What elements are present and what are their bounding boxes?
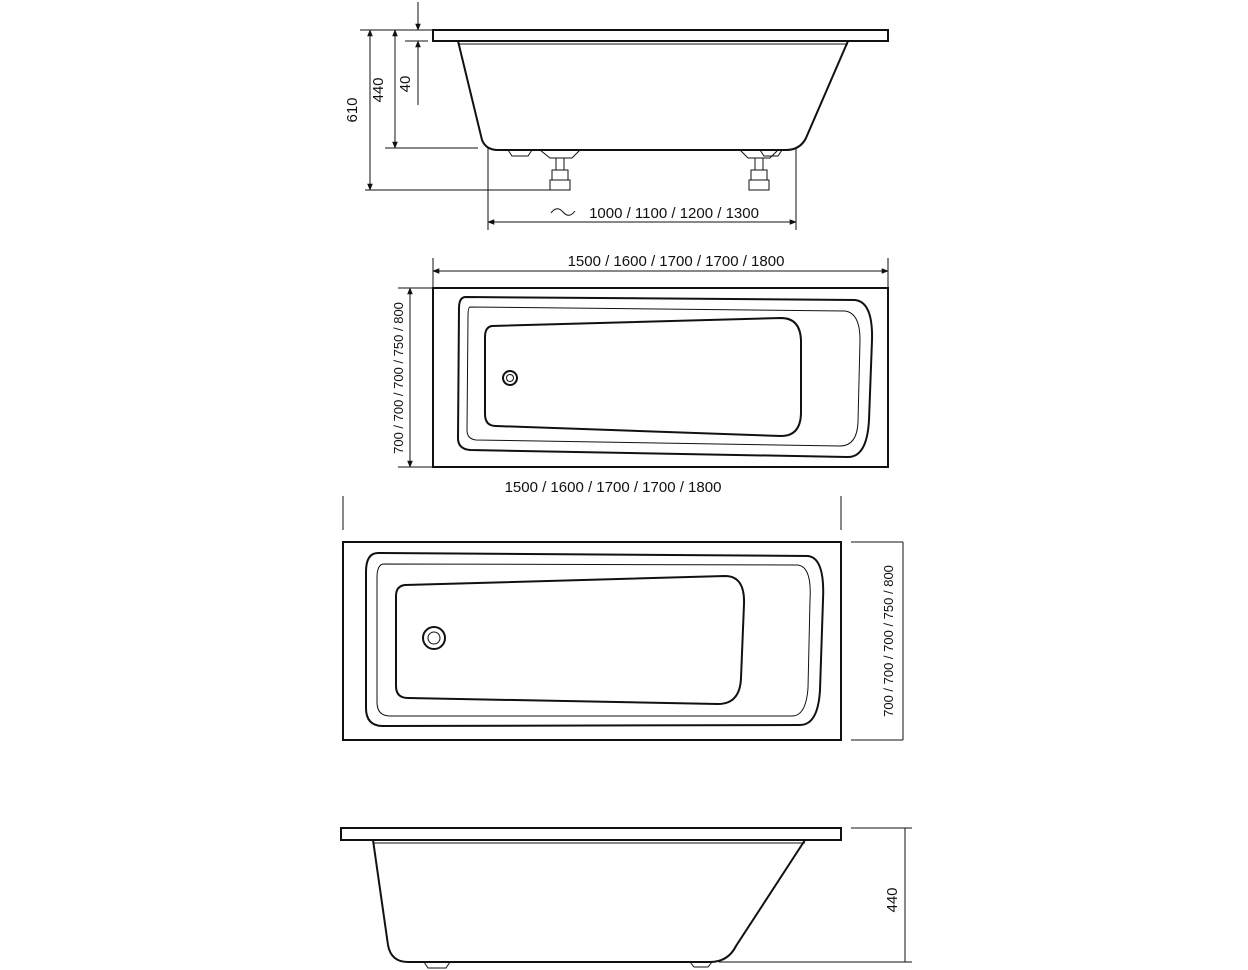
front-leg-right — [740, 150, 778, 190]
front-leg-left — [540, 150, 580, 190]
front-elevation-view — [344, 2, 888, 230]
top-view-1 — [391, 253, 888, 467]
dim-label-440-front: 440 — [370, 77, 387, 103]
dim-label-top1-length: 1500 / 1600 / 1700 / 1700 / 1800 — [567, 253, 785, 270]
dim-label-40: 40 — [397, 75, 414, 93]
top2-outer-rim — [343, 542, 841, 740]
top1-basin — [485, 318, 801, 436]
dim-label-top2-length: 1500 / 1600 / 1700 / 1700 / 1800 — [504, 479, 722, 496]
dim-label-top1-width: 700 / 700 / 700 / 750 / 800 — [391, 302, 406, 454]
side-elevation-view — [341, 828, 912, 968]
side-rim — [341, 828, 841, 840]
top2-basin — [396, 576, 744, 704]
side-tub-body — [373, 840, 805, 962]
front-rim — [433, 30, 888, 41]
top2-drain — [423, 627, 445, 649]
approx-symbol — [551, 209, 575, 216]
dim-label-side-height: 440 — [884, 887, 901, 913]
top1-drain — [503, 371, 517, 385]
dim-label-610: 610 — [344, 97, 361, 123]
dim-label-top2-width: 700 / 700 / 700 / 750 / 800 — [881, 565, 896, 717]
top-view-2 — [343, 479, 903, 740]
front-tub-body — [458, 41, 848, 150]
dim-label-leg-spacing: 1000 / 1100 / 1200 / 1300 — [589, 205, 759, 222]
